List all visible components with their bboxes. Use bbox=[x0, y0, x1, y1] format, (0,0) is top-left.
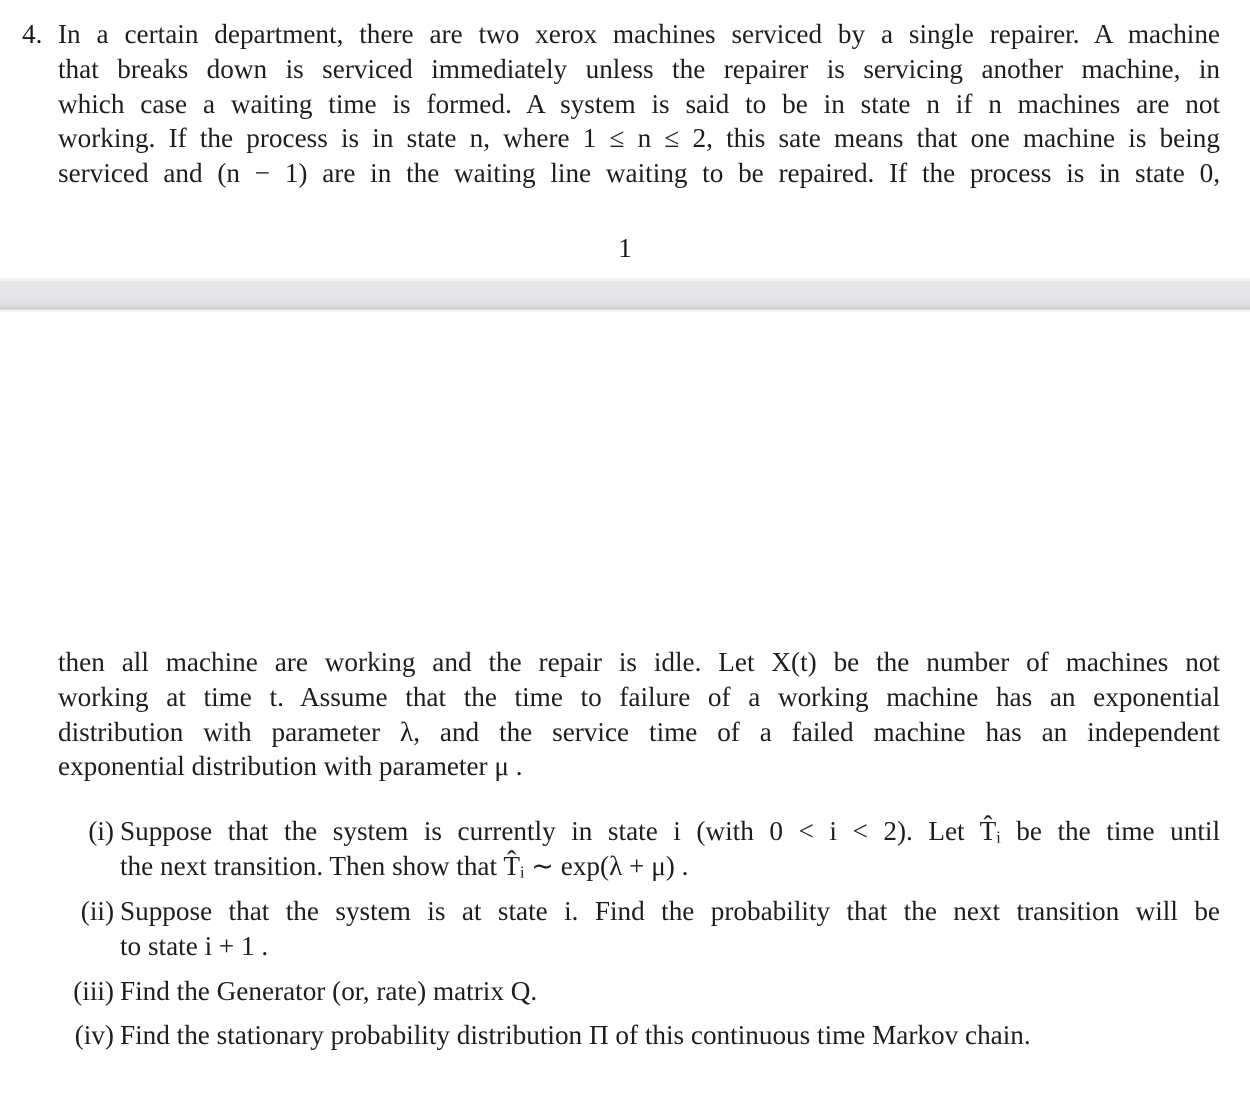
subquestion-label: (iii) bbox=[73, 976, 114, 1006]
problem-text-page-2 bbox=[58, 645, 1220, 784]
subquestion-i bbox=[58, 814, 1220, 884]
text-line: working. If the process is in state n, where 1 ≤ n ≤ 2, this sate means that one machine is being bbox=[58, 123, 1220, 154]
page-number: 1 bbox=[618, 233, 632, 263]
subquestion-label: (iv) bbox=[74, 1020, 114, 1050]
text-line: Suppose that the system is currently in state i (with 0 < i < 2). Let T̂ᵢ be the time until bbox=[120, 816, 1220, 846]
problem-text-page-1 bbox=[58, 17, 1220, 191]
subquestion-label: (ii) bbox=[80, 896, 114, 926]
text-line: distribution with parameter λ, and the service time of a failed machine has an independent bbox=[58, 716, 1220, 747]
page-1 bbox=[0, 0, 1250, 278]
text-line: to state i + 1 . bbox=[120, 930, 269, 961]
page-2 bbox=[0, 312, 1250, 1118]
text-line: which case a waiting time is formed. A system is said to be in state n if n machines are not bbox=[58, 88, 1220, 119]
text-line: the next transition. Then show that T̂ᵢ ∼ exp(λ + μ) . bbox=[120, 850, 689, 881]
page-separator bbox=[0, 278, 1250, 312]
text-line: Find the Generator (or, rate) matrix Q. bbox=[120, 976, 538, 1006]
text-line: Suppose that the system is at state i. Find the probability that the next transition will be bbox=[120, 896, 1220, 926]
subquestion-iii bbox=[58, 974, 1220, 1010]
text-line: In a certain department, there are two xerox machines serviced by a single repairer. A machine bbox=[58, 19, 1220, 49]
text-line: serviced and (n − 1) are in the waiting line waiting to be repaired. If the process is in state 0, bbox=[58, 158, 1220, 189]
problem-number: 4. bbox=[22, 19, 43, 49]
text-line: Find the stationary probability distribution Π of this continuous time Markov chain. bbox=[120, 1020, 1031, 1050]
text-line: then all machine are working and the repair is idle. Let X(t) be the number of machines not bbox=[58, 647, 1220, 677]
text-line: exponential distribution with parameter μ . bbox=[58, 751, 523, 782]
subquestion-label: (i) bbox=[88, 816, 114, 846]
text-line: working at time t. Assume that the time to failure of a working machine has an exponential bbox=[58, 681, 1220, 712]
subquestion-iv bbox=[58, 1018, 1220, 1054]
text-line: that breaks down is serviced immediately unless the repairer is servicing another machine, in bbox=[58, 53, 1220, 84]
subquestion-ii bbox=[58, 894, 1220, 964]
